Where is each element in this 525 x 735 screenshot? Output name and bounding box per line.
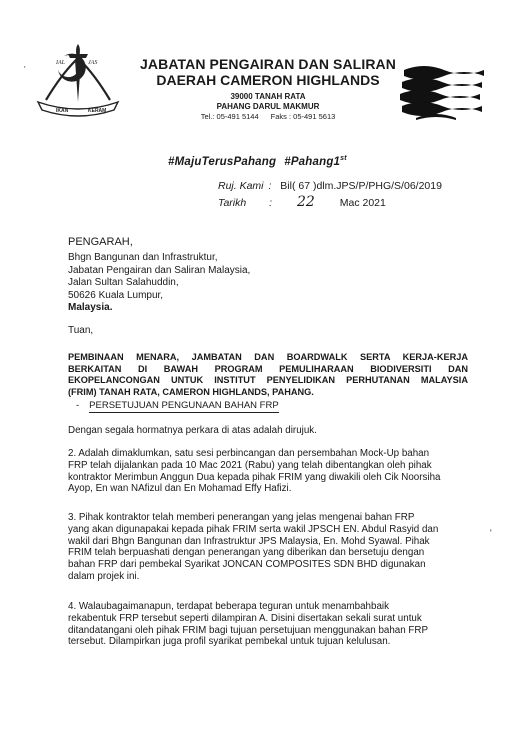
date-sep: : <box>269 197 273 209</box>
margin-mark: ' <box>24 65 26 74</box>
paragraph-4 <box>68 601 470 648</box>
paragraph-line: ditandatangani oleh pihak FRIM bagi tujuan persetujuan menggunakan bahan FRP <box>68 624 429 636</box>
paragraph-line: FRP telah dijalankan pada 10 Mac 2021 (Rabu) yang telah dibentangkan oleh pihak <box>68 459 432 471</box>
crest-top-left: IAL <box>56 60 65 66</box>
recipient-address <box>68 252 250 315</box>
subject-heading <box>68 352 468 398</box>
ref-value: Bil( 67 )dlm.JPS/P/PHG/S/06/2019 <box>280 180 442 192</box>
recipient-line: Jabatan Pengairan dan Saliran Malaysia, <box>68 264 251 276</box>
paragraph-line: 4. Walaubagaimanapun, terdapat beberapa teguran untuk menambahbaik <box>68 601 389 612</box>
paragraph-line: kontraktor Merimbun Anggun Dua kepada pihak FRIM yang diwakili oleh Cik Noorsiha <box>68 471 441 483</box>
paragraph-line: tersebut. Dilampirkan juga profil syarikat pembekal untuk tujuan kelulusan. <box>68 636 391 648</box>
org-address-line2: PAHANG DARUL MAKMUR <box>216 102 320 111</box>
org-contact <box>118 112 418 121</box>
paragraph-line: 3. Pihak kontraktor telah memberi penerangan yang jelas mengenai bahan FRP <box>68 512 415 523</box>
jata-crest-logo <box>28 40 128 120</box>
recipient-title: PENGARAH, <box>68 236 133 248</box>
date-day-handwritten: 22 <box>296 194 315 210</box>
paragraph-line: Ayop, En wan NAfizul dan En Mohamad Effy Hafizi. <box>68 483 292 495</box>
org-tel: Tel.: 05-491 5144 <box>200 112 259 121</box>
hashtag-maju-terus-pahang: #MajuTerusPahang <box>168 155 277 168</box>
salutation: Tuan, <box>68 325 94 336</box>
subject-line: PEMBINAAN MENARA, JAMBATAN DAN BOARDWALK SERTA KERJA-KERJA <box>68 352 468 362</box>
paragraph-line: rekabentuk FRP tersebut seperti dilampiran A. Disini disertakan sekali surat untuk <box>68 612 422 624</box>
crest-top-right: JAS <box>88 60 98 66</box>
opening-line: Dengan segala hormatnya perkara di atas adalah dirujuk. <box>68 425 317 436</box>
paragraph-line: yang akan digunapakai kepada pihak FRIM serta wakil JPSCH EN. Abdul Rasyid dan <box>68 523 439 535</box>
subject-line: BERKAITAN DI BAWAH PROGRAM PEMULIHARAAN BIODIVERSITI DAN <box>68 363 468 374</box>
recipient-line: 50626 Kuala Lumpur, <box>68 289 164 301</box>
hashtag-superscript: st <box>340 155 347 162</box>
recipient-line: Bhgn Bangunan dan Infrastruktur, <box>68 252 218 263</box>
subject-subline <box>76 400 279 411</box>
paragraph-3 <box>68 512 470 583</box>
date-label: Tarikh <box>218 197 247 209</box>
date-line <box>218 194 386 210</box>
org-name: JABATAN PENGAIRAN DAN SALIRAN <box>140 56 396 72</box>
recipient-line: Jalan Sultan Salahuddin, <box>68 277 179 288</box>
date-month-year: Mac 2021 <box>339 197 386 209</box>
hashtag-line <box>168 155 355 168</box>
paragraph-line: dalam projek ini. <box>68 570 140 582</box>
margin-tick: ' <box>490 528 492 538</box>
subject-line: EKOPELANCONGAN UNTUK INSTITUT PENYELIDIKAN PERHUTANAN MALAYSIA <box>68 375 468 385</box>
subject-line: (FRIM) TANAH RATA, CAMERON HIGHLANDS, PAHANG. <box>68 386 314 397</box>
paragraph-line: 2. Adalah dimaklumkan, satu sesi perbincangan dan persembahan Mock-Up bahan <box>68 448 430 459</box>
crest-ribbon-right: KERAM <box>88 108 107 114</box>
recipient-country: Malaysia. <box>68 302 113 313</box>
paragraph-2 <box>68 448 470 495</box>
paragraph-line: FRIM telah berpuashati dengan penerangan yang diberikan dan bersetuju dengan <box>68 547 425 559</box>
org-district: DAERAH CAMERON HIGHLANDS <box>156 72 380 88</box>
subject-sub-dash: - <box>76 400 80 411</box>
crest-ribbon-left: IKAN <box>56 108 69 114</box>
ref-label: Ruj. Kami <box>218 180 264 192</box>
subject-sub-text: PERSETUJUAN PENGUNAAN BAHAN FRP <box>89 400 279 411</box>
paragraph-line: bahan FRP dari pembekal Syarikat JONCAN COMPOSITES SDN BHD digunakan <box>68 559 426 571</box>
paragraph-line: wakil dari Bhgn Bangunan dan Infrastruktur JPS Malaysia, En. Mohd Syawal. Pihak <box>68 535 430 547</box>
org-fax: Faks : 05-491 5613 <box>270 112 336 121</box>
org-address-line1: 39000 TANAH RATA <box>230 92 306 101</box>
ref-sep: : <box>268 180 272 192</box>
hashtag-pahang1: #Pahang1st <box>284 155 347 168</box>
reference-line <box>218 180 442 192</box>
